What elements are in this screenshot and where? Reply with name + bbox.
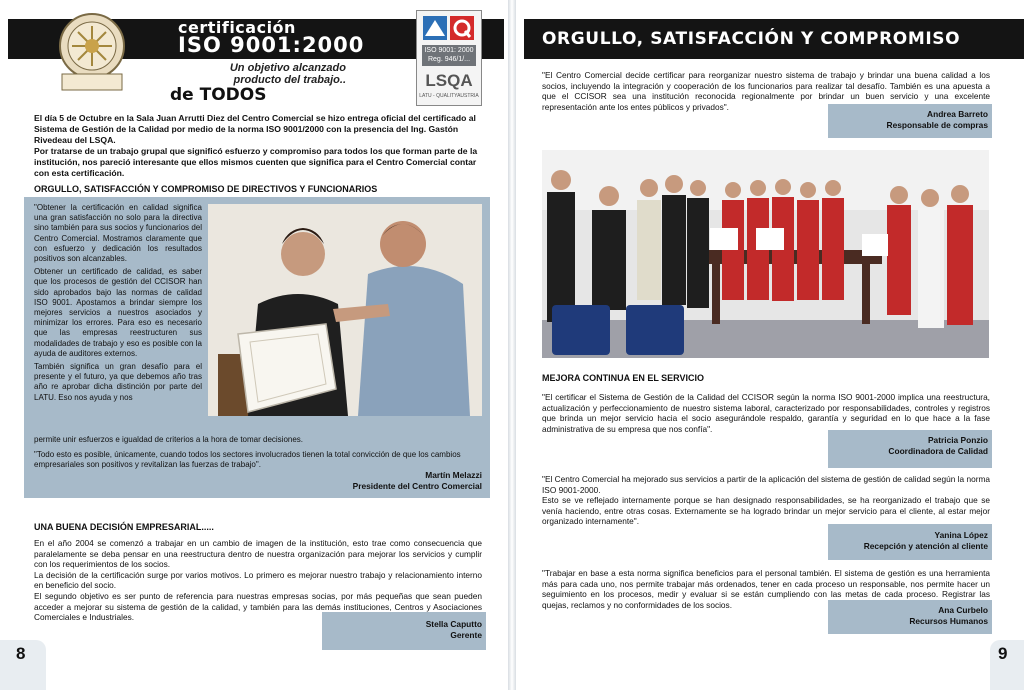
page-number-left: 8 [0, 640, 46, 690]
section-heading-mejora: MEJORA CONTINUA EN EL SERVICIO [542, 373, 705, 383]
decision-body [34, 538, 482, 623]
spine-gutter [508, 0, 516, 690]
lsqa-brand-sub: LATU - QUALITYAUSTRIA [419, 93, 479, 99]
page-title: ORGULLO, SATISFACCIÓN Y COMPROMISO [542, 29, 961, 49]
cert-heading-big: ISO 9001:2000 [178, 33, 365, 57]
signature-role: Gerente [450, 630, 482, 640]
group-photo [542, 150, 989, 358]
quote-column [34, 203, 202, 406]
intro-paragraph-1: El día 5 de Octubre en la Sala Juan Arrutti Diez del Centro Comercial se hizo entrega oficial del certificado al Sistema de Gestión de la Calidad por medio de la norma ISO 9001/2000 con la presencia del Ing. Gastón Rivedeau del LSQA. [34, 113, 476, 145]
lsqa-brand: LSQA [425, 71, 473, 90]
decision-paragraph-1: En el año 2004 se comenzó a trabajar en un cambio de imagen de la institución, esto trae como consecuencia que paralelamente se deba pensar en una reestructura dentro de nuestra organización para mejorar los servicios y cumplir con los requerimientos de los socios. [34, 538, 482, 570]
signature-name: Patricia Ponzio [927, 435, 988, 445]
iso-badge [422, 45, 476, 66]
quote-text: "Trabajar en base a esta norma significa beneficios para el personal también. El sistema de gestión es una herramienta más para cada uno, nos permite trabajar más ordenados, tener en cada proceso un responsable, nos permite hacer un seguimiento en los procesos, medir y evaluar si se están cumpliendo con las metas de cada proceso. Registrar las quejas, reclamos y no conformidades de los socios. [542, 568, 990, 610]
lsqa-logo [416, 10, 482, 106]
signature-name: Yanina López [934, 530, 988, 540]
quote-wide [34, 435, 484, 471]
section-heading-orgullo: ORGULLO, SATISFACCIÓN Y COMPROMISO DE DIRECTIVOS Y FUNCIONARIOS [34, 184, 378, 194]
quote-ponzio [542, 392, 990, 434]
quote-lopez [542, 474, 990, 527]
cert-heading-small: certificación [178, 18, 296, 37]
signature-name: Ana Curbelo [938, 605, 988, 615]
institution-seal-icon [56, 12, 128, 92]
quote-paragraph-4: "Todo esto es posible, únicamente, cuando todos los sectores involucrados tienen la total convicción de que los cambios empresariales son positivos y revitalizan las fuerzas de trabajo". [34, 450, 461, 470]
quote-text-1: "El Centro Comercial ha mejorado sus servicios a partir de la aplicación del sistema de gestión de calidad según la norma ISO 9001-2000. [542, 474, 990, 495]
quote-text: "El Centro Comercial decide certificar para reorganizar nuestro sistema de trabajo y brindar una buena calidad a los socios, incluyendo la integración y cooperación de los funcionarios para realizar tal desafío. También es una apuesta a que el CCISOR sea una institución reconocida regionalmente por brindar un buen servicio y una excelente representación ante los entes públicos y privados". [542, 70, 990, 112]
iso-badge-line-1: ISO 9001: 2000 [424, 47, 474, 54]
signature-ponzio [828, 435, 988, 457]
intro-text [34, 113, 482, 179]
signature-curbelo [828, 605, 988, 627]
section-heading-decision: UNA BUENA DECISIÓN EMPRESARIAL..... [34, 522, 214, 532]
signature-name: Stella Caputto [425, 619, 482, 629]
quote-paragraph-1: "Obtener la certificación en calidad significa una gran satisfacción no solo para la directiva sino también para sus socios y funcionarios del Centro Comercial. Mostramos claramente que con esfuerzo y dedicación los resultados positivos son alcanzables. [34, 203, 202, 264]
iso-badge-line-2: Reg. 946/1/... [427, 56, 471, 63]
quote-text-2: Esto se ve reflejado internamente porque se han designado responsabilidades, se ha reorganizado el trabajo que se venía haciendo, entre otras cosas. Externamente se ha logrado brindar un mejor servicio para el cliente, al estar mejor organizado internamente". [542, 495, 990, 527]
signature-lopez [828, 530, 988, 552]
quote-text: "El certificar el Sistema de Gestión de la Calidad del CCISOR según la norma ISO 9001-2000 implica una reestructura, actualización y perfeccionamiento de nuestro sistema laboral, caracterizado por responsabilidades, controles y registros que brinda un mejor servicio hacia el socio asegurándole respaldo, garantía y seguridad en lo que hace a la fase administrativa de su empresa que nos confía". [542, 392, 990, 434]
intro-paragraph-2: Por tratarse de un trabajo grupal que significó esfuerzo y compromiso para todos los que forman parte de la institución, nos pareció interesante que ellos mismos cuenten que significa para el Centro Comercial contar con esta certificación. [34, 146, 478, 178]
signature-role: Responsable de compras [886, 120, 988, 130]
right-page [512, 0, 1024, 690]
signature-name: Andrea Barreto [927, 109, 988, 119]
subtitle-line-1: Un objetivo alcanzado [229, 62, 346, 74]
signature-caputto [322, 619, 482, 641]
subtitle-line-2: producto del trabajo.. [233, 74, 346, 86]
quote-paragraph-2: Obtener un certificado de calidad, es saber que los procesos de gestión del CCISOR han sido aprobados bajo las normas de calidad ISO 9001. Apostamos a brindar siempre los mejores servicios a nuestros asociados y minimizar los errores. Para eso es necesario que las empresas reestructuren sus modalidades de trabajo y eso es posible con la ayuda de auditores externos. [34, 267, 202, 358]
quote-paragraph-3-cont: permite unir esfuerzos e igualdad de criterios a la hora de tomar decisiones. [34, 435, 304, 444]
quality-mark-icon [423, 16, 475, 42]
signature-role: Recursos Humanos [909, 616, 988, 626]
signature-name: Martín Melazzi [425, 470, 482, 480]
signature-role: Presidente del Centro Comercial [352, 481, 482, 491]
handshake-photo [208, 204, 482, 416]
quote-paragraph-3: También significa un gran desafío para el presente y el futuro, ya que debemos año tras año re aprobar dicha distinción por parte del LATU. Eso nos ayuda y nos [34, 362, 202, 402]
page-number-right: 9 [990, 640, 1024, 690]
signature-role: Recepción y atención al cliente [863, 541, 988, 551]
signature-role: Coordinadora de Calidad [888, 446, 988, 456]
decision-paragraph-3: El segundo objetivo es ser punto de referencia para nuestras empresas socias, por más pequeñas que sean pueden acceder a mejorar su sistema de gestión de la calidad, y también para las demás instituciones, Centros y Asociaciones Comerciales e Industriales. [34, 590, 482, 623]
signature-barreto [828, 109, 988, 131]
subtitle [130, 62, 346, 86]
todos-heading: de TODOS [170, 85, 267, 105]
signature-melazzi [300, 470, 482, 492]
decision-paragraph-2: La decisión de la certificación surge por varios motivos. Lo primero es mejorar nuestro trabajo y relacionamiento interno en beneficio del socio. [34, 569, 482, 591]
